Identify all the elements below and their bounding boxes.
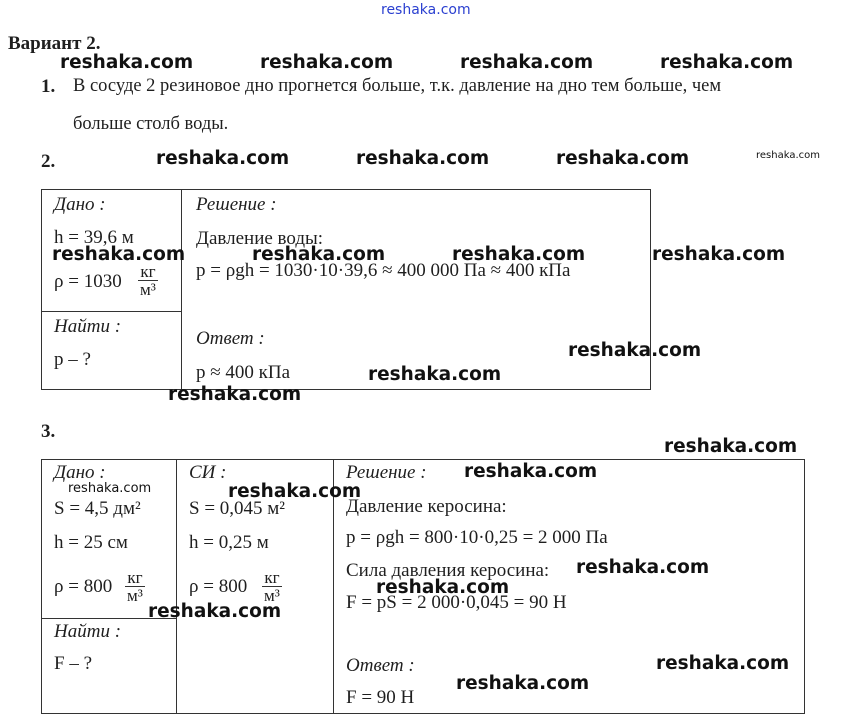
watermark: reshaka.com xyxy=(356,148,490,169)
problem3-number: 3. xyxy=(41,421,56,442)
watermark: reshaka.com xyxy=(52,244,186,265)
problem2-formula: p = ρgh = 1030·10·39,6 ≈ 400 000 Па ≈ 400 кПа xyxy=(196,260,571,281)
watermark: reshaka.com xyxy=(252,244,386,265)
problem3-si-density-unit xyxy=(262,569,282,604)
watermark: reshaka.com xyxy=(456,673,590,694)
top-watermark[interactable]: reshaka.com xyxy=(381,2,471,18)
problem3-density-unit xyxy=(125,569,145,604)
problem3-h: h = 25 см xyxy=(54,532,128,553)
watermark: reshaka.com xyxy=(652,244,786,265)
watermark: reshaka.com xyxy=(168,384,302,405)
problem2-number: 2. xyxy=(41,151,56,172)
problem3-si-label: СИ : xyxy=(189,462,227,483)
problem2-given-label: Дано : xyxy=(54,194,106,215)
watermark: reshaka.com xyxy=(260,52,394,73)
variant-title: Вариант 2. xyxy=(8,33,101,54)
problem2-find-label: Найти : xyxy=(54,316,122,337)
problem3-given-label: Дано : xyxy=(54,462,106,483)
problem2-answer-label: Ответ : xyxy=(196,328,265,349)
problem3-find: F – ? xyxy=(54,653,92,674)
problem3-rho: ρ = 800 xyxy=(54,576,113,597)
unit-numerator: кг xyxy=(262,569,282,587)
unit-denominator: м³ xyxy=(264,586,280,605)
problem3-find-label: Найти : xyxy=(54,621,122,642)
watermark: reshaka.com xyxy=(660,52,794,73)
watermark: reshaka.com xyxy=(452,244,586,265)
watermark: reshaka.com xyxy=(228,481,362,502)
problem2-h: h = 39,6 м xyxy=(54,227,134,248)
problem3-force-text: Сила давления керосина: xyxy=(346,560,550,581)
watermark: reshaka.com xyxy=(68,481,152,496)
watermark: reshaka.com xyxy=(756,150,820,161)
problem2-solution-text: Давление воды: xyxy=(196,228,324,249)
unit-numerator: кг xyxy=(125,569,145,587)
problem2-find: p – ? xyxy=(54,349,91,370)
problem3-si-h: h = 0,25 м xyxy=(189,532,269,553)
watermark: reshaka.com xyxy=(556,148,690,169)
problem2-density-unit xyxy=(138,263,158,298)
problem2-answer: p ≈ 400 кПа xyxy=(196,362,291,383)
problem3-solution-label: Решение : xyxy=(346,462,427,483)
problem1-line1: В сосуде 2 резиновое дно прогнется больше, т.к. давление на дно тем больше, чем xyxy=(73,76,722,96)
watermark: reshaka.com xyxy=(664,436,798,457)
watermark: reshaka.com xyxy=(156,148,290,169)
watermark: reshaka.com xyxy=(368,364,502,385)
problem3-si-S: S = 0,045 м² xyxy=(189,498,286,519)
problem3-pressure-text: Давление керосина: xyxy=(346,496,507,517)
problem2-solution-label: Решение : xyxy=(196,194,277,215)
problem3-S: S = 4,5 дм² xyxy=(54,498,141,519)
problem1-number: 1. xyxy=(41,76,56,97)
problem3-answer-label: Ответ : xyxy=(346,655,415,676)
problem1-line2: больше столб воды. xyxy=(73,114,229,134)
problem3-formula2: F = pS = 2 000·0,045 = 90 Н xyxy=(346,592,567,613)
unit-denominator: м³ xyxy=(127,586,143,605)
problem3-si-rho: ρ = 800 xyxy=(189,576,248,597)
problem3-formula1: p = ρgh = 800·10·0,25 = 2 000 Па xyxy=(346,527,608,548)
problem2-rho: ρ = 1030 xyxy=(54,271,122,292)
watermark: reshaka.com xyxy=(464,461,598,482)
watermark: reshaka.com xyxy=(376,577,510,598)
watermark: reshaka.com xyxy=(568,340,702,361)
watermark: reshaka.com xyxy=(460,52,594,73)
unit-denominator: м³ xyxy=(140,280,156,299)
watermark: reshaka.com xyxy=(656,653,790,674)
unit-numerator: кг xyxy=(138,263,158,281)
watermark: reshaka.com xyxy=(60,52,194,73)
problem3-answer: F = 90 Н xyxy=(346,687,415,708)
watermark: reshaka.com xyxy=(148,601,282,622)
watermark: reshaka.com xyxy=(576,557,710,578)
